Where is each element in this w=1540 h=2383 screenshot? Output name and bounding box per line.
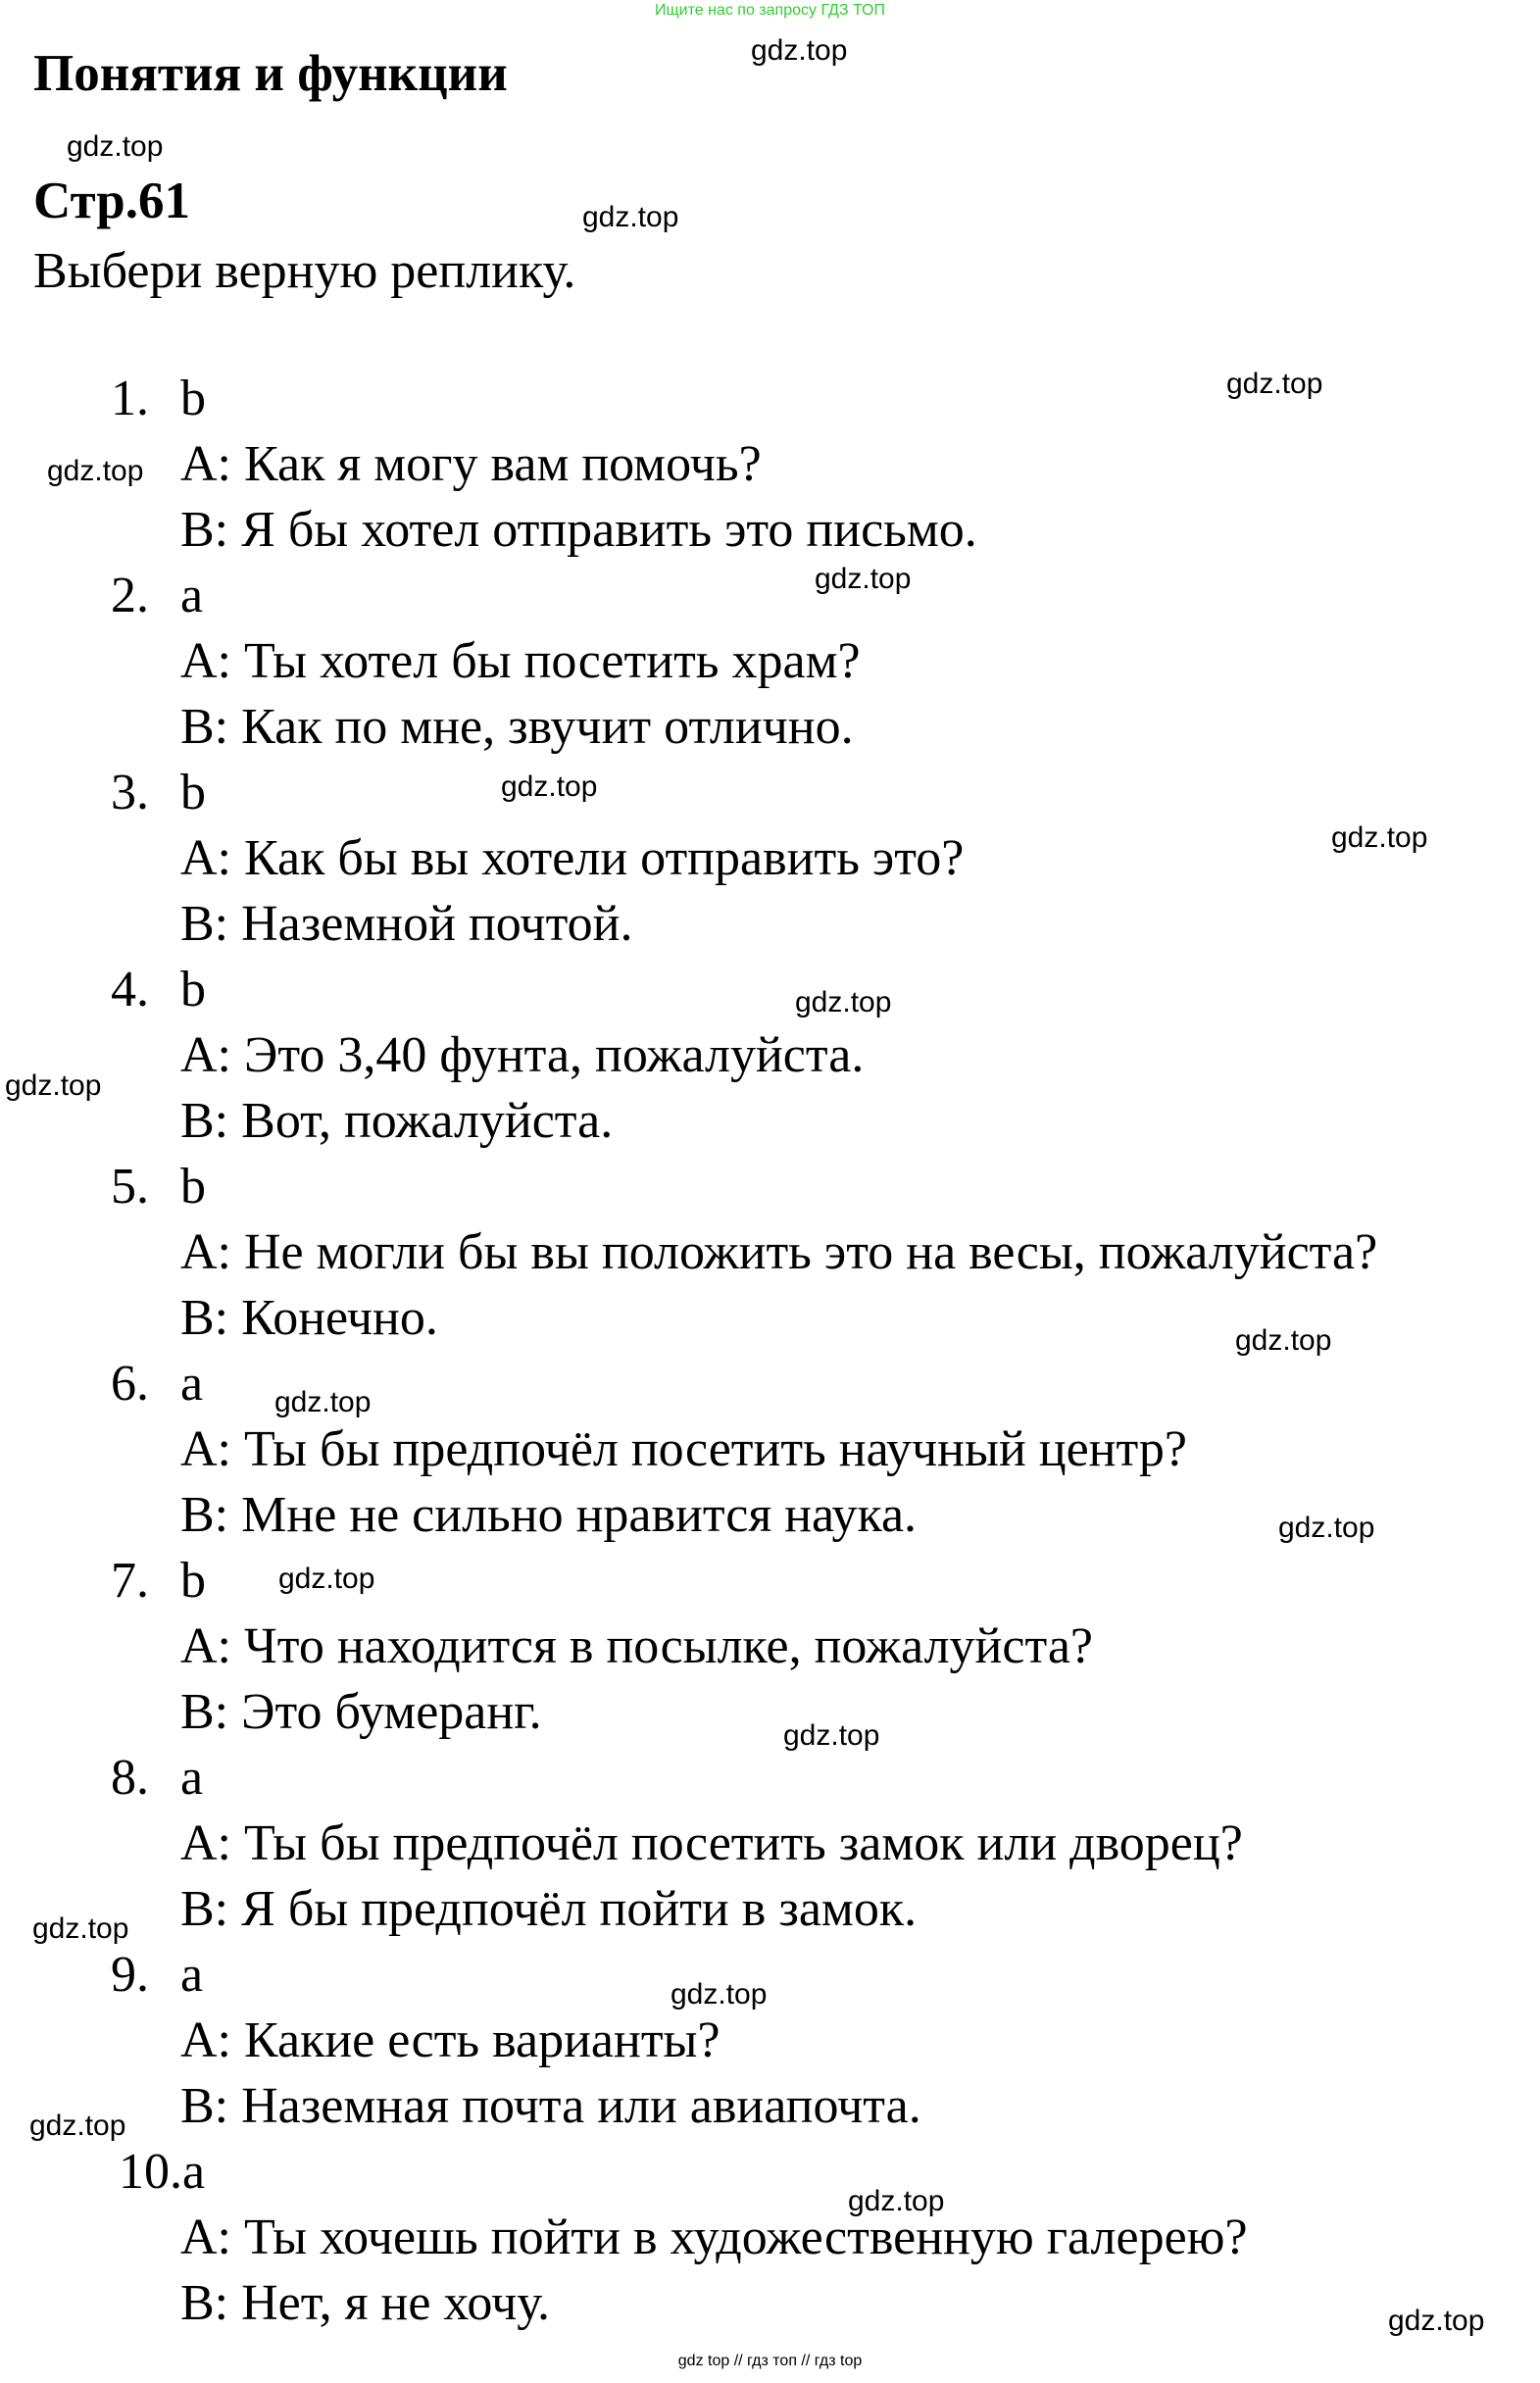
- watermark: gdz.top: [1331, 821, 1428, 854]
- dialog-line-a: A: Ты бы предпочёл посетить замок или дворец?: [180, 1815, 1243, 1871]
- answer-number: 3.: [111, 765, 149, 820]
- answer-letter: b: [180, 962, 206, 1018]
- watermark: gdz.top: [32, 1912, 129, 1945]
- dialog-line-a: A: Это 3,40 фунта, пожалуйста.: [180, 1027, 865, 1083]
- dialog-line-b: B: Наземная почта или авиапочта.: [180, 2078, 921, 2134]
- answer-letter: a: [180, 1947, 204, 2003]
- watermark: gdz.top: [67, 130, 164, 163]
- dialog-line-a: A: Ты хочешь пойти в художественную галерею?: [180, 2209, 1248, 2265]
- watermark: gdz.top: [815, 563, 912, 595]
- answer-letter: b: [180, 1159, 206, 1215]
- dialog-line-b: B: Как по мне, звучит отлично.: [180, 699, 854, 755]
- answer-number: 10.: [119, 2144, 182, 2200]
- watermark: gdz.top: [29, 2110, 126, 2142]
- dialog-line-b: B: Я бы хотел отправить это письмо.: [180, 502, 977, 558]
- answer-item: [0, 1745, 1540, 1942]
- answer-letter: a: [180, 1356, 204, 1412]
- watermark: gdz.top: [848, 2185, 945, 2217]
- top-banner: Ищите нас по запросу ГДЗ ТОП: [655, 2, 885, 19]
- watermark: gdz.top: [501, 770, 598, 803]
- answer-letter: a: [180, 568, 204, 623]
- dialog-line-a: A: Что находится в посылке, пожалуйста?: [180, 1618, 1093, 1674]
- dialog-line-b: B: Мне не сильно нравится наука.: [180, 1487, 918, 1543]
- dialog-line-a: A: Как бы вы хотели отправить это?: [180, 830, 965, 886]
- answer-item: [0, 2139, 1540, 2336]
- dialog-line-a: A: Не могли бы вы положить это на весы, пожалуйста?: [180, 1224, 1378, 1280]
- answer-item: [0, 760, 1540, 957]
- dialog-line-b: B: Нет, я не хочу.: [180, 2275, 551, 2331]
- watermark: gdz.top: [795, 986, 892, 1018]
- answer-item: [0, 1548, 1540, 1745]
- watermark: gdz.top: [671, 1978, 768, 2011]
- watermark: gdz.top: [47, 455, 144, 487]
- dialog-line-b: B: Я бы предпочёл пойти в замок.: [180, 1881, 918, 1937]
- answer-number: 9.: [111, 1947, 149, 2003]
- watermark: gdz.top: [1388, 2305, 1485, 2337]
- dialog-line-b: B: Конечно.: [180, 1290, 438, 1346]
- dialog-line-b: B: Наземной почтой.: [180, 896, 633, 952]
- answer-letter: a: [180, 1750, 204, 1806]
- footer: gdz top // гдз топ // гдз top: [677, 2353, 863, 2369]
- answer-letter: b: [180, 371, 206, 426]
- answer-item: [0, 957, 1540, 1154]
- answer-letter: b: [180, 1553, 206, 1609]
- watermark: gdz.top: [751, 34, 848, 67]
- answer-number: 6.: [111, 1356, 149, 1412]
- answer-number: 4.: [111, 962, 149, 1018]
- watermark: gdz.top: [5, 1069, 102, 1102]
- task-instruction: Выбери верную реплику.: [33, 243, 576, 299]
- answer-item: [0, 1942, 1540, 2139]
- page-label: Стр.61: [33, 173, 190, 229]
- answer-number: 5.: [111, 1159, 149, 1215]
- answer-letter: a: [182, 2144, 206, 2200]
- dialog-line-b: B: Вот, пожалуйста.: [180, 1093, 614, 1149]
- answer-number: 7.: [111, 1553, 149, 1609]
- answer-number: 1.: [111, 371, 149, 426]
- section-title: Понятия и функции: [33, 45, 508, 102]
- answer-letter: b: [180, 765, 206, 820]
- watermark: gdz.top: [274, 1386, 372, 1418]
- dialog-line-a: A: Ты хотел бы посетить храм?: [180, 633, 861, 689]
- dialog-line-a: A: Как я могу вам помочь?: [180, 436, 762, 492]
- watermark: gdz.top: [783, 1719, 880, 1752]
- watermark: gdz.top: [1226, 368, 1323, 400]
- answer-number: 2.: [111, 568, 149, 623]
- answer-item: [0, 563, 1540, 760]
- dialog-line-a: A: Ты бы предпочёл посетить научный центр?: [180, 1421, 1187, 1477]
- answer-item: [0, 1154, 1540, 1351]
- answer-number: 8.: [111, 1750, 149, 1806]
- watermark: gdz.top: [278, 1563, 375, 1595]
- dialog-line-a: A: Какие есть варианты?: [180, 2012, 720, 2068]
- watermark: gdz.top: [582, 201, 679, 233]
- dialog-line-b: B: Это бумеранг.: [180, 1684, 542, 1740]
- watermark: gdz.top: [1235, 1324, 1332, 1357]
- watermark: gdz.top: [1278, 1512, 1375, 1544]
